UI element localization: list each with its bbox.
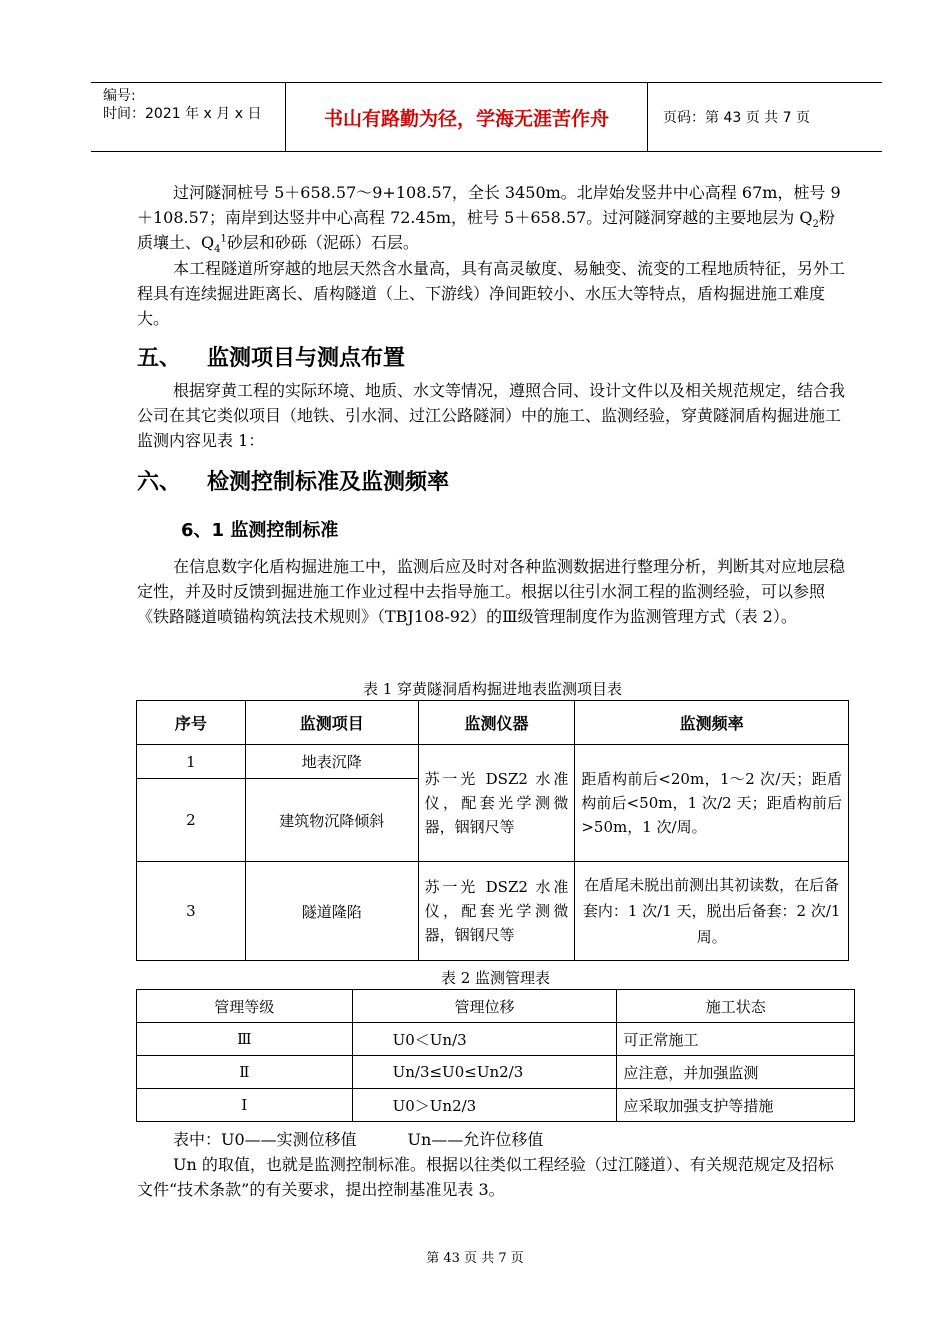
row-state: 应采取加强支护等措施 xyxy=(617,1089,855,1122)
section-heading-6 xyxy=(137,465,449,496)
col-header-frequency: 监测频率 xyxy=(575,701,849,745)
row-frequency: 在盾尾未脱出前测出其初读数，在后备套内：1 次/1 天，脱出后备套：2 次/1 周。 xyxy=(575,862,849,961)
subsection-heading-6-1: 6、1 监测控制标准 xyxy=(181,520,339,541)
section-heading-5 xyxy=(137,341,405,372)
time-label: 时间：2021 年 x 月 x 日 xyxy=(103,106,262,122)
table-row xyxy=(137,745,849,779)
col-header-item: 监测项目 xyxy=(245,701,418,745)
p1-text: 过河隧洞桩号 5＋658.57～9+108.57，全长 3450m。北岸始发竖井中心高程 67m，桩号 9＋108.57；南岸到达竖井中心高程 72.45m，桩号 5＋658.57。过河隧洞穿越的主要地层为 Q xyxy=(137,183,841,227)
row-no: 1 xyxy=(137,745,246,779)
p1-sub: 2 xyxy=(812,219,819,231)
page-footer: 第 43 页 共 7 页 xyxy=(426,1251,524,1266)
p1-sup: 1 xyxy=(220,233,227,245)
page-header xyxy=(91,82,882,152)
paragraph-geology: 本工程隧道所穿越的地层天然含水量高，具有高灵敏度、易触变、流变的工程地质特征，另外工程具有连续掘进距离长、盾构隧道（上、下游线）净间距较小、水压大等特点，盾构掘进施工难度大。 xyxy=(137,259,846,328)
row-level: Ⅲ xyxy=(137,1023,353,1056)
row-item: 建筑物沉降倾斜 xyxy=(245,779,418,862)
paragraph-control-standard: 在信息数字化盾构掘进施工中，监测后应及时对各种监测数据进行整理分析，判断其对应地层稳定性，并及时反馈到掘进施工作业过程中去指导施工。根据以往引水洞工程的监测经验，可以参照《铁路隧道喷锚构筑法技术规则》（TBJ108-92）的Ⅲ级管理制度作为监测管理方式（表 2）。 xyxy=(137,557,846,626)
paragraph-un-value: Un 的取值，也就是监测控制标准。根据以往类似工程经验（过江隧道）、有关规范规定及招标文件“技术条款”的有关要求，提出控制基准见表 3。 xyxy=(137,1155,834,1199)
row-displacement: U0＞Un2/3 xyxy=(352,1089,617,1122)
row-displacement: U0＜Un/3 xyxy=(352,1023,617,1056)
header-motto: 书山有路勤为径，学海无涯苦作舟 xyxy=(286,83,648,151)
table2-header-row xyxy=(137,990,855,1023)
row-level: Ⅰ xyxy=(137,1089,353,1122)
heading-6-title: 检测控制标准及监测频率 xyxy=(207,470,450,495)
p1-end: 砂层和砂砾（泥砾）石层。 xyxy=(226,233,419,252)
heading-5-number: 五、 xyxy=(137,346,182,371)
row-state: 可正常施工 xyxy=(617,1023,855,1056)
table1-caption: 表 1 穿黄隧洞盾构掘进地表监测项目表 xyxy=(362,680,623,698)
paragraph-monitoring-scope: 根据穿黄工程的实际环境、地质、水文等情况，遵照合同、设计文件以及相关规范规定，结合我公司在其它类似项目（地铁、引水洞、过江公路隧洞）中的施工、监测经验，穿黄隧洞盾构掘进施工监测内容见表 1： xyxy=(137,381,846,450)
row-item: 隧道隆陷 xyxy=(245,862,418,961)
heading-5-title: 监测项目与测点布置 xyxy=(207,346,406,371)
p1-mid: 粉质壤土、Q xyxy=(137,208,835,252)
table-row xyxy=(137,1089,855,1122)
row-level: Ⅱ xyxy=(137,1056,353,1089)
table1-header-row xyxy=(137,701,849,745)
table-row xyxy=(137,862,849,961)
table-row xyxy=(137,1023,855,1056)
table-legend-note: 表中：U0——实测位移值 Un——允许位移值 xyxy=(173,1130,544,1149)
paragraph-tunnel-info xyxy=(137,180,849,255)
row-frequency: 距盾构前后<20m，1～2 次/天；距盾构前后<50m，1 次/2 天；距盾构前后>50m，1 次/周。 xyxy=(575,745,849,862)
col-header-no: 序号 xyxy=(137,701,246,745)
table2-caption: 表 2 监测管理表 xyxy=(440,969,551,987)
col-header-level: 管理等级 xyxy=(137,990,353,1023)
row-no: 2 xyxy=(137,779,246,862)
heading-6-number: 六、 xyxy=(137,470,182,495)
row-item: 地表沉降 xyxy=(245,745,418,779)
row-instrument: 苏一光 DSZ2 水准仪，配套光学测微器，铟钢尺等 xyxy=(418,745,575,862)
col-header-state: 施工状态 xyxy=(617,990,855,1023)
p1-sub2: 4 xyxy=(214,244,221,256)
serial-label: 编号: xyxy=(103,88,136,104)
table-row xyxy=(137,1056,855,1089)
row-displacement: Un/3≤U0≤Un2/3 xyxy=(352,1056,617,1089)
monitoring-items-table xyxy=(136,700,849,961)
management-table xyxy=(136,989,855,1122)
row-state: 应注意，并加强监测 xyxy=(617,1056,855,1089)
header-meta xyxy=(91,83,286,151)
row-instrument: 苏一光 DSZ2 水准仪，配套光学测微器，铟钢尺等 xyxy=(418,862,575,961)
col-header-displacement: 管理位移 xyxy=(352,990,617,1023)
col-header-instrument: 监测仪器 xyxy=(418,701,575,745)
page-number-label: 页码：第 43 页 共 7 页 xyxy=(663,110,810,126)
row-no: 3 xyxy=(137,862,246,961)
